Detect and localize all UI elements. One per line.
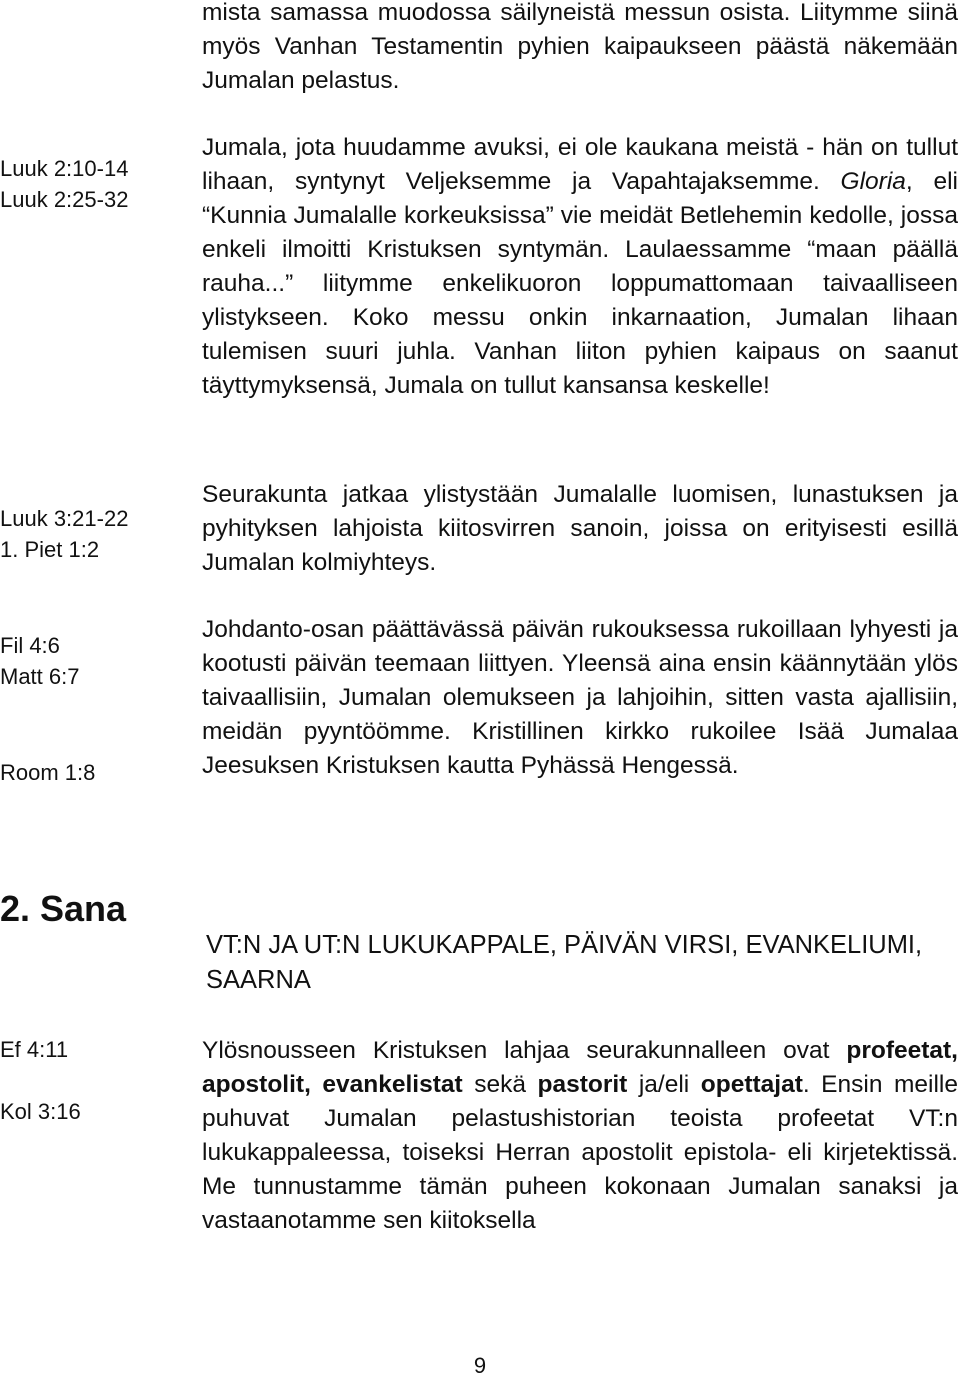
margin-reference: Room 1:8 xyxy=(0,760,96,785)
bold-term: profeetat, apostolit, evankelistat xyxy=(202,1037,958,1098)
margin-reference: Luuk 2:10-14 xyxy=(0,156,129,181)
paragraph-text: ja/eli xyxy=(627,1071,701,1098)
paragraph-text: Ylösnousseen Kristuksen lahjaa seurakunnalleen ovat xyxy=(202,1037,847,1064)
paragraph-word xyxy=(202,1034,958,1238)
margin-reference: Matt 6:7 xyxy=(0,664,80,689)
bold-term: pastorit xyxy=(537,1071,628,1098)
section-subheading: VT:N JA UT:N LUKUKAPPALE, PÄIVÄN VIRSI, EVANKELIUMI, SAARNA xyxy=(206,931,923,994)
paragraph-text: , eli “Kunnia Jumalalle korkeuksissa” vie meidät Betlehemin kedolle, jossa enkeli ilmoitti Kristuksen syntymän. Laulaessamme “maan päällä rauha...” liitymme enkelikuoron loppumattomaan taivaalliseen ylistykseen. Koko messu onkin inkarnaation, Jumalan lihaan tulemisen suuri juhla. Vanhan liiton pyhien kaipaus on saanut täyttymyksensä, Jumala on tullut kansansa keskelle! xyxy=(202,168,958,399)
paragraph-text: sekä xyxy=(462,1071,538,1098)
margin-reference: Ef 4:11 xyxy=(0,1037,69,1062)
margin-reference: 1. Piet 1:2 xyxy=(0,537,100,562)
paragraph-prayer: Johdanto-osan päättävässä päivän rukouksessa rukoillaan lyhyesti ja kootusti päivän teemaan liittyen. Yleensä aina ensin käännytään ylös taivaallisiin, Jumalan olemukseen ja lahjoihin, sitten vasta ajallisiin, meidän pyyntöömme. Kristillinen kirkko rukoilee Isää Jumalaa Jeesuksen Kristuksen kautta Pyhässä Hengessä. xyxy=(202,616,958,779)
paragraph-text: . Ensin meille puhuvat Jumalan pelastushistorian teoista profeetat VT:n lukukappaleessa, toiseksi Herran apostolit epistola- eli kirjetektissä. Me tunnustamme tämän puheen kokonaan Jumalan sanaksi ja vastaanotamme sen kiitoksella xyxy=(202,1071,958,1234)
paragraph-hymn: Seurakunta jatkaa ylistystään Jumalalle luomisen, lunastuksen ja pyhityksen lahjoista kiitosvirren sanoin, joissa on erityisesti esillä Jumalan kolmiyhteys. xyxy=(202,481,958,576)
page-number: 9 xyxy=(473,1353,487,1378)
paragraph-continuation: mista samassa muodossa säilyneistä messun osista. Liitymme siinä myös Vanhan Testamentin pyhien kaipaukseen päästä näkemään Jumalan pelastus. xyxy=(202,0,958,94)
margin-reference: Luuk 3:21-22 xyxy=(0,506,129,531)
paragraph-gloria xyxy=(202,131,958,403)
paragraph-text: Jumala, jota huudamme avuksi, ei ole kaukana meistä - hän on tullut lihaan, syntynyt Veljeksemme ja Vapahtajaksemme. xyxy=(202,134,958,195)
margin-reference: Luuk 2:25-32 xyxy=(0,187,129,212)
margin-reference: Kol 3:16 xyxy=(0,1099,81,1124)
section-heading: 2. Sana xyxy=(0,888,127,929)
margin-reference: Fil 4:6 xyxy=(0,633,60,658)
bold-term: opettajat xyxy=(700,1071,803,1098)
gloria-term: Gloria xyxy=(840,168,906,195)
